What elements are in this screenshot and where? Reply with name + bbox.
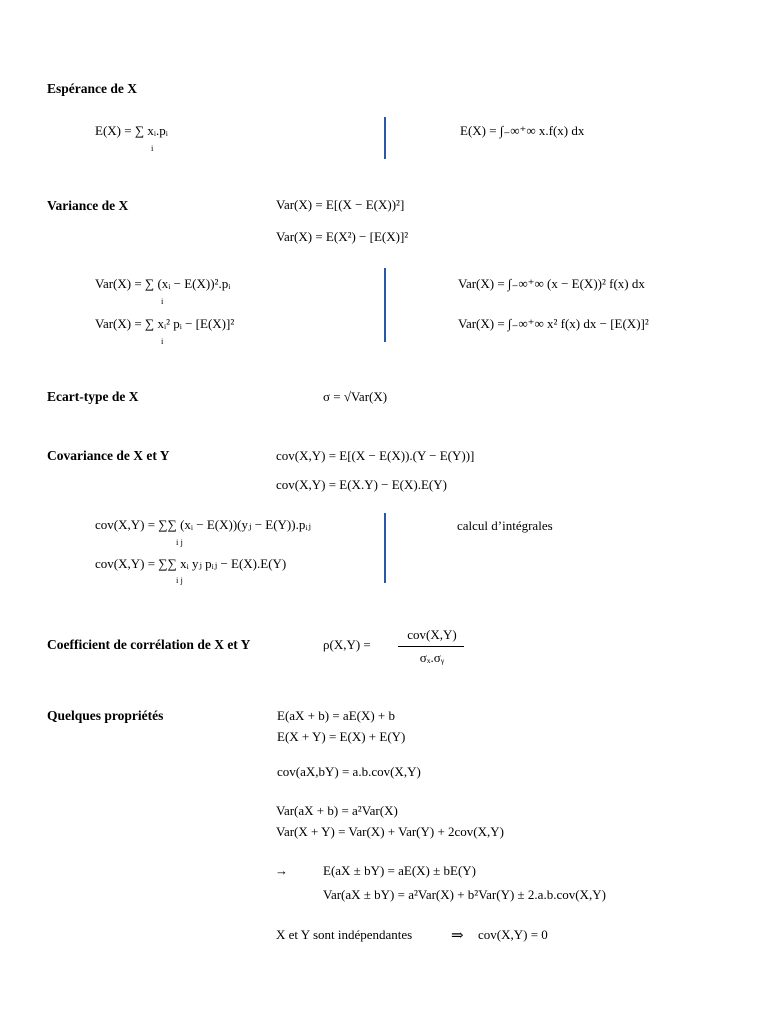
heading-covariance: Covariance de X et Y [47,448,170,463]
formula-covariance-def2: cov(X,Y) = E(X.Y) − E(X).E(Y) [276,477,447,492]
independence-statement: X et Y sont indépendantes [276,927,413,942]
sum-index: i j [176,537,183,547]
property-variance-combination: Var(aX ± bY) = a²Var(X) + b²Var(Y) ± 2.a.b.cov(X,Y) [323,887,606,902]
independence-result: cov(X,Y) = 0 [478,927,548,942]
formula-variance-def2: Var(X) = E(X²) − [E(X)]² [276,229,409,244]
formula-rho-denominator: σₓ.σᵧ [419,650,445,665]
divider-line [384,117,386,159]
formula-covariance-discrete1: cov(X,Y) = ∑∑ (xᵢ − E(X))(yⱼ − E(Y)).pᵢⱼ [95,517,311,532]
property-variance-affine: Var(aX + b) = a²Var(X) [276,803,398,818]
heading-ecart-type: Ecart-type de X [47,389,139,404]
divider-line [384,513,386,583]
formula-esperance-continuous: E(X) = ∫₋∞⁺∞ x.f(x) dx [460,123,585,138]
formula-rho-lhs: ρ(X,Y) = [323,637,371,652]
formula-sigma: σ = √Var(X) [323,389,388,404]
heading-correlation: Coefficient de corrélation de X et Y [47,637,251,652]
property-variance-sum: Var(X + Y) = Var(X) + Var(Y) + 2cov(X,Y) [276,824,504,839]
formula-variance-continuous2: Var(X) = ∫₋∞⁺∞ x² f(x) dx − [E(X)]² [458,316,649,331]
property-covariance-scaling: cov(aX,bY) = a.b.cov(X,Y) [277,764,421,779]
formula-variance-discrete1: Var(X) = ∑ (xᵢ − E(X))².pᵢ [95,276,231,291]
heading-variance: Variance de X [47,198,129,213]
sum-index: i j [176,575,183,585]
heading-esperance: Espérance de X [47,81,137,96]
arrow-icon: → [275,863,288,878]
formula-rho-numerator: cov(X,Y) [407,627,457,642]
formula-variance-def1: Var(X) = E[(X − E(X))²] [276,197,405,212]
formula-covariance-discrete2: cov(X,Y) = ∑∑ xᵢ yⱼ pᵢⱼ − E(X).E(Y) [95,556,287,571]
divider-line [384,268,386,342]
property-linear-expectation: E(aX + b) = aE(X) + b [277,708,396,723]
formula-esperance-discrete: E(X) = ∑ xᵢ.pᵢ [95,123,168,138]
formula-variance-continuous1: Var(X) = ∫₋∞⁺∞ (x − E(X))² f(x) dx [458,276,645,291]
formula-variance-discrete2: Var(X) = ∑ xᵢ² pᵢ − [E(X)]² [95,316,235,331]
heading-proprietes: Quelques propriétés [47,708,164,723]
formula-covariance-def1: cov(X,Y) = E[(X − E(X)).(Y − E(Y))] [276,448,475,463]
property-sum-expectation: E(X + Y) = E(X) + E(Y) [277,729,406,744]
sum-index: i [161,296,164,306]
fraction-bar [398,646,464,647]
implies-icon: ⇒ [451,928,464,944]
covariance-continuous-note: calcul d’intégrales [457,518,553,533]
property-expectation-combination: E(aX ± bY) = aE(X) ± bE(Y) [323,863,476,878]
sum-index: i [151,143,154,153]
sum-index: i [161,336,164,346]
